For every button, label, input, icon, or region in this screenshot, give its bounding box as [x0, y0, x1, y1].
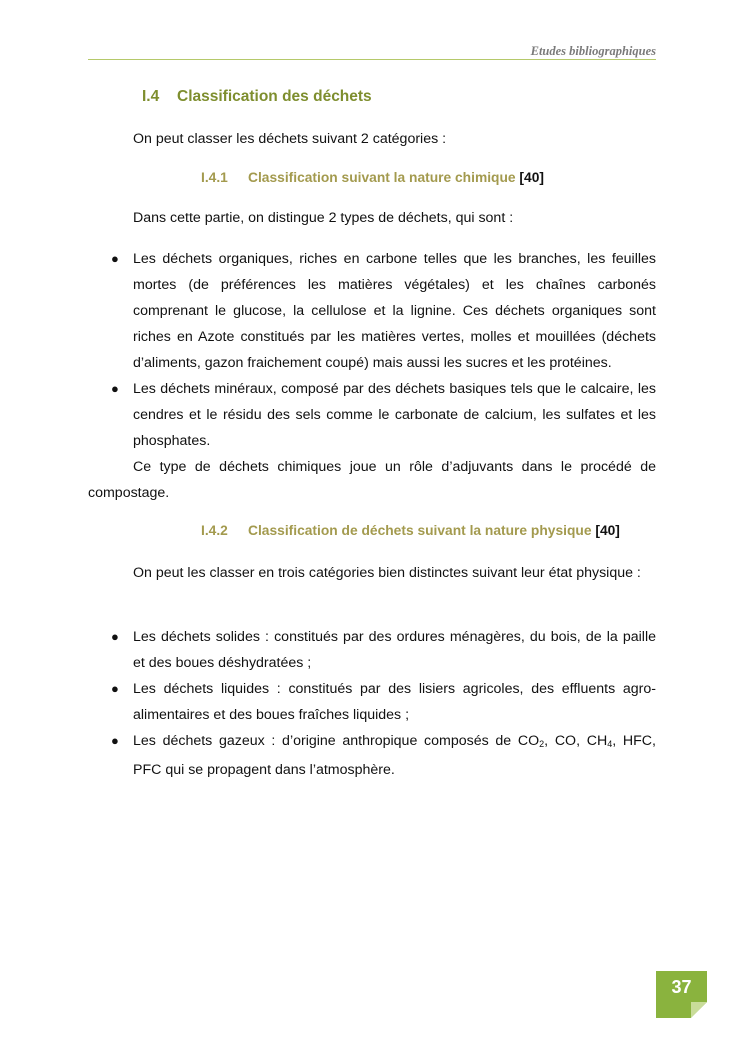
section-title: Classification des déchets	[177, 88, 372, 105]
bullet-icon: ●	[111, 681, 119, 696]
physical-types-list	[88, 624, 656, 783]
subsection-title-2: Classification de déchets suivant la nature physique	[248, 523, 592, 538]
subsection-title-1: Classification suivant la nature chimique	[248, 170, 516, 185]
bullet-icon: ●	[111, 251, 119, 266]
header-rule	[88, 59, 656, 60]
section-intro: On peut classer les déchets suivant 2 catégories :	[133, 131, 447, 147]
list-item-text: Les déchets liquides : constitués par des lisiers agricoles, des effluents agro-alimentaires et des boues fraîches liquides ;	[133, 681, 656, 723]
list-item-text: Les déchets minéraux, composé par des déchets basiques tels que le calcaire, les cendres et le résidu des sels comme le carbonate de calcium, les sulfates et les phosphates.	[133, 381, 656, 449]
list-item	[88, 728, 656, 783]
list-item-text: Les déchets organiques, riches en carbone telles que les branches, les feuilles mortes (de préférences les matières végétales) et les chaînes carbonés comprenant le glucose, la cellulose et la lignine. Ces déchets organiques sont riches en Azote constitués par les matières vertes, molles et mouillées (déchets d’aliments, gazon fraichement coupé) mais aussi les sucres et les protéines.	[133, 251, 656, 371]
bullet-icon: ●	[111, 381, 119, 396]
citation-ref-1: [40]	[519, 170, 544, 185]
gas-text-3: , HFC, PFC qui se propagent dans l’atmosphère.	[133, 733, 656, 778]
list-item-text	[133, 733, 656, 778]
list-item	[88, 376, 656, 454]
gas-text-1: Les déchets gazeux : d’origine anthropique composés de CO	[133, 733, 540, 749]
co2-subscript: 2	[539, 739, 545, 749]
bullet-icon: ●	[111, 733, 119, 748]
citation-ref-2: [40]	[595, 523, 620, 538]
list-item-text: Les déchets solides : constitués par des ordures ménagères, du bois, de la paille et des boues déshydratées ;	[133, 629, 656, 671]
subsection-heading-2	[201, 523, 620, 538]
subsection-heading-1	[201, 170, 544, 185]
subsection-1-closing: Ce type de déchets chimiques joue un rôle d’adjuvants dans le procédé de compostage.	[88, 459, 656, 501]
ch4-subscript: 4	[607, 739, 613, 749]
list-item	[88, 246, 656, 376]
subsection-1-lead: Dans cette partie, on distingue 2 types de déchets, qui sont :	[133, 210, 514, 226]
running-header: Etudes bibliographiques	[530, 44, 656, 58]
section-number: I.4	[142, 88, 160, 105]
subsection-number-2: I.4.2	[201, 523, 228, 538]
list-item	[88, 624, 656, 676]
subsection-2-lead: On peut les classer en trois catégories bien distinctes suivant leur état physique :	[133, 565, 641, 581]
bullet-icon: ●	[111, 629, 119, 644]
page-corner-fold	[691, 1002, 707, 1018]
chemical-types-list	[88, 246, 656, 454]
subsection-number-1: I.4.1	[201, 170, 228, 185]
page-number: 37	[671, 977, 692, 997]
gas-text-2: , CO, CH	[544, 733, 608, 749]
section-heading	[142, 88, 372, 106]
list-item	[88, 676, 656, 728]
